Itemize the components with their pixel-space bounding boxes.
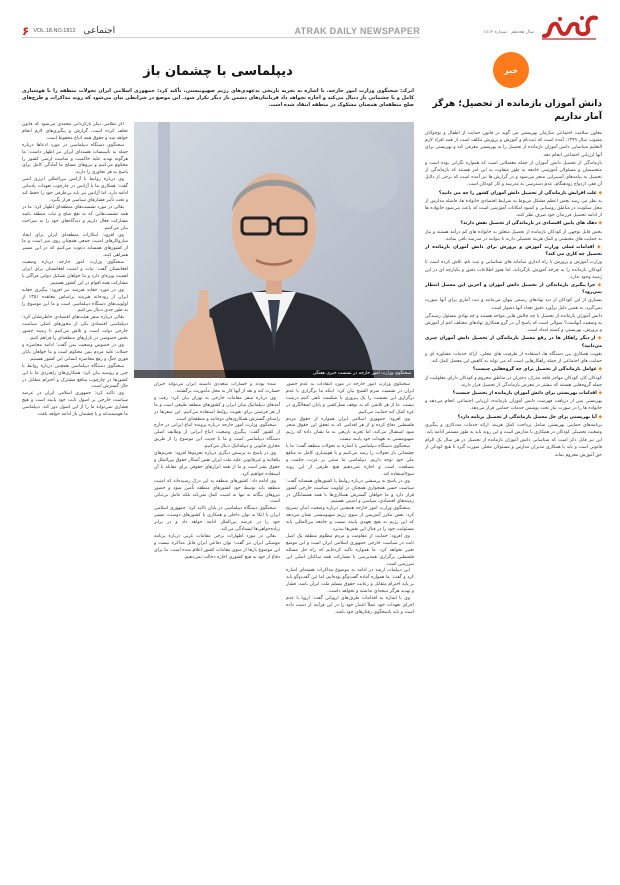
article-paragraph: بقائی در مورد نشست‌های منطقه‌ای اظهار کرد: ما در همه نشست‌هایی که به نفع صلح و ثبات منطقه باشد مشارکت فعال داریم و دیدگاه‌های خود را به صراحت بیان می‌کنیم. bbox=[22, 204, 128, 231]
article-paragraph: سخنگوی دستگاه دیپلماسی در مورد ادعاها درباره حمله به تأسیسات هسته‌ای ایران نیز اظهار داشت: ما هرگونه تهدید علیه حاکمیت و تمامیت ارضی کشور را محکوم می‌کنیم و نیروهای مسلح ما آمادگی کامل برای پاسخ به هر تجاوزی را دارند. bbox=[22, 142, 128, 176]
article-paragraph: وی با اشاره به اقدامات طرف‌های اروپایی گفت: اروپا با عدم اجرای تعهدات خود عملاً اعتبار خود را در این فرآیند از دست داده است و باید پاسخگوی رفتارهای خود باشد. bbox=[286, 596, 414, 615]
sidebar-body bbox=[425, 130, 602, 872]
sidebar-paragraph: بازماندگی از تحصیل دانش آموزان از جمله معضلاتی است که همواره نگرانی بوده است و متخصصان و مسئولان آموزشی جامعه به طور متفاوت به این امر هستند که بازماندگی از تحصیل به پیامدهای آسیبزایی منجر می‌شود و در گزارش ها نیز آمده است که برخی از دلایل آن فقر، ازدواج زودهنگام، عدم دسترسی به مدرسه و کار کودکان است. bbox=[425, 160, 602, 188]
article-paragraph: وی در خصوص وضعیت یمن گفت: ادامه محاصره و حملات علیه مردم یمن محکوم است و ما خواهان پایان فوری جنگ و رفع محاصره انسانی این کشور هستیم. bbox=[22, 343, 128, 362]
sidebar-news bbox=[421, 50, 604, 875]
article-paragraph: وی درباره روابط با آژانس بین‌المللی انرژی اتمی گفت: همکاری ما با آژانس در چارچوب تعهدات پادمانی ادامه دارد، اما آژانس نیز باید بی‌طرفی خود را حفظ کند و تحت تأثیر فشارهای سیاسی قرار نگیرد. bbox=[22, 177, 128, 203]
sidebar-answer: بسیاری از این کودکان از دید نهادهای رسمی پنهان می‌مانند و ثبت آماری برای آنها صورت نمی‌گیرد، به همین دلیل برآورد دقیق تعداد آنها دشوار است. bbox=[425, 298, 602, 311]
sidebar-question: ◆ علت افزایش بازماندگی از تحصیل دانش آموزان کشور را چه می دانید؟ bbox=[425, 190, 602, 197]
issue-line: سال هجدهم . شماره ۱۸۱۲ bbox=[483, 30, 534, 35]
news-badge bbox=[493, 52, 529, 88]
sidebar-paragraph: این نیز قابل ذکر است که شناسایی دانش آموزان بازمانده از تحصیل در هر سال یک الزام قانونی است و باید با همکاری مدیران مدارس و مسئولان محلی صورت گیرد تا هیچ کودکی از حق آموزش محروم نماند. bbox=[425, 438, 602, 458]
article-lead: اترک: سخنگوی وزارت امور خارجه، با اشاره به تجربه تاریخی بدعهدی‌های رژیم صهیونیستی، تأکید کرد: جمهوری اسلامی ایران تحولات منطقه را با هوشیاری کامل و با چشمانی باز دنبال می‌کند و اجازه نخواهد داد قربانیان‌های دشمن بار دیگر تکرار شود. این موضع در شرایطی بیان می‌شود که روند مذاکرات و طرح‌های صلح منطقه‌ای همچنان مشکوک در منطقه انتقاد شده است. bbox=[22, 88, 414, 108]
sidebar-answer: بهزیستی پس از دریافت فهرست دانش آموزان بازمانده، ارزیابی اجتماعی انجام می‌دهد و خانواده ها را در صورت نیاز تحت پوشش خدمات حمایتی قرار می‌دهد. bbox=[425, 399, 602, 412]
sidebar-paragraph: معاون سلامت اجتماعی سازمان بهزیستی می گوید در قانون حمایت از اطفال و نوجوانان مصوب سال ۱۳۹۹، آمده است که ثبت‌نام و آموزش و پرورش مکلف است از همه افراد لازم التعلیم شناسایی دانش آموزان بازمانده از تحصیل را به بهزیستی معرفی کند و بهزیستی برای آنها ارزیابی اجتماعی انجام دهد. bbox=[425, 131, 602, 158]
article-paragraph: وی افزود: ابتکارات منطقه‌ای ایران برای ایجاد سازوکارهای امنیت جمعی همچنان روی میز است و ما از کشورهای همسایه دعوت می‌کنیم که در این مسیر همراهی کنند. bbox=[22, 232, 128, 259]
sidebar-paragraph: دانش آموزان بازمانده از تحصیل با چه چالش هایی مواجه هستند و چه نهادی مسئول رسیدگی به وضعیت آنهاست؟ سوالی است که پاسخ آن در گرو همکاری نهادهای مختلف اعم از آموزش و پرورش، بهزیستی و کمیته امداد است. bbox=[425, 313, 602, 334]
article-paragraph: سخنگوی دستگاه دیپلماسی همچنین درباره روابط با چین و روسیه بیان کرد: همکاری‌های راهبردی ما با این کشورها در چارچوب منافع مشترک و احترام متقابل در حال گسترش است. bbox=[22, 363, 128, 390]
article-paragraph: شده بودند و خسارات متعددی داشتند ایران می‌تواند جبران خسارت کند و بعد از آنها کار به محل مأموریت برگشتند. bbox=[154, 382, 280, 394]
article-paragraph: وی در پاسخ به پرسشی درباره روابط با کشورهای همسایه گفت: سیاست حسن همجواری همچنان در اولویت سیاست خارجی کشور قرار دارد و ما خواهان گسترش همکاری‌ها با همه همسایگان در زمینه‌های اقتصادی، سیاسی و امنیتی هستیم. bbox=[286, 478, 414, 505]
section-name: اجتماعی bbox=[83, 25, 116, 36]
article-paragraph: این دیپلمات ارشد در ادامه به موضوع مذاکرات هسته‌ای اشاره کرد و گفت: ما همواره آماده گفت‌وگو بوده‌ایم، اما این گفت‌وگو باید بر پایه احترام متقابل و رعایت حقوق مسلم ملت ایران باشد. فشار و تهدید هرگز نتیجه‌ای نداشته و نخواهد داشت. bbox=[286, 568, 414, 595]
article-paragraph: بقائی درباره سفر هیئت‌های اقتصادی خاطرنشان کرد: دیپلماسی اقتصادی یکی از محورهای اصلی سیاست خارجی دولت است و تلاش می‌کنیم تا زمینه حضور بخش خصوصی در بازارهای منطقه‌ای را فراهم کنیم. bbox=[22, 315, 128, 342]
page-number: ۶ bbox=[22, 23, 30, 38]
article-paragraph: وی ادامه داد: کشورهای منطقه به این درک رسیده‌اند که امنیت منطقه باید توسط خود کشورهای منطقه تأمین شود و حضور نیروهای بیگانه نه تنها به امنیت کمک نمی‌کند بلکه عامل بی‌ثباتی است. bbox=[154, 478, 280, 505]
article-paragraph: وی افزود: حمایت از مقاومت و مردم مظلوم منطقه یک اصل ثابت در سیاست خارجی جمهوری اسلامی ایران است و این موضع تغییر نخواهد کرد. ما همواره تاکید کرده‌ایم که راه حل مسئله فلسطین برگزاری همه‌پرسی با مشارکت همه ساکنان اصلی این سرزمین است. bbox=[286, 533, 414, 567]
article-paragraph: وی تاکید کرد: جمهوری اسلامی ایران در عرصه سیاست خارجی بر اصول ثابت خود پایبند است و هیچ فشاری نمی‌تواند ما را از این اصول دور کند. دیپلماسی ما هوشمندانه و با چشمان باز ادامه خواهد یافت. bbox=[22, 391, 128, 418]
article-paragraph: سخنگوی وزارت امور خارجه در مورد انتقادات به عدم حضور ایران در نشست شرم الشیخ بیان کرد: اینکه ما برگزاری یا عدم برگزاری این نشست را یک پیروزی یا شکست تلقی کنیم درست نیست. ما از هر تلاشی که به توقف نسل‌کشی و پایان اشغالگری در غزه کمک کند حمایت می‌کنیم. bbox=[286, 382, 414, 415]
spokesperson-photo bbox=[134, 122, 414, 378]
article-paragraph: سخنگوی دستگاه دیپلماسی در پایان تاکید کرد: جمهوری اسلامی ایران با اتکا به توان داخلی و همکاری با کشورهای دوست، مسیر خود را در عرصه بین‌الملل ادامه خواهد داد و در برابر زیاده‌خواهی‌ها ایستادگی می‌کند. bbox=[154, 506, 280, 533]
article-paragraph: وی در پاسخ به پرسش دیگری درباره تحریم‌ها افزود: تحریم‌های یکجانبه و غیرقانونی علیه ملت ایران نقض آشکار حقوق بین‌الملل و حقوق بشر است و ما از همه ابزارهای حقوقی برای مقابله با آن استفاده خواهیم کرد. bbox=[154, 451, 280, 477]
article-headline: دیپلماسی با چشمان باز bbox=[143, 64, 293, 79]
sidebar-question: ◆ از دیگر راهکار ها در رفع معضل بازماندگی از تحصیل دانش آموزان چیزی می‌دانید؟ bbox=[425, 335, 602, 349]
paper-name-en: ATRAK DAILY NEWSPAPER bbox=[294, 25, 420, 36]
sidebar-answer: به نظر می رسد بخش اعظم مشکل مربوط به شرایط اقتصادی خانواده ها، فاصله مدارس از محل سکونت در مناطق روستایی و کمبود امکانات آموزشی است که باعث می‌شود خانواده ها از ادامه تحصیل فرزندان خود صرف نظر کنند. bbox=[425, 198, 602, 219]
volume-number: VOL.18.NO.1812 bbox=[33, 27, 76, 34]
sidebar-headline: دانش آموزان بازمانده از تحصیل؛ هرگز آمار نداریم bbox=[432, 99, 602, 122]
masthead-bar bbox=[22, 24, 420, 38]
article-paragraph: بقائی در مورد اظهارات برخی مقامات غربی درباره برنامه موشکی ایران نیز گفت: توان دفاعی ایران قابل مذاکره نیست و این موضوع بارها از سوی مقامات کشور اعلام شده است. ما برای دفاع از خود به هیچ کشوری اجازه دخالت نمی‌دهیم. bbox=[154, 533, 280, 560]
article-paragraph: سخنگوی دستگاه دیپلماسی با اشاره به تحولات منطقه گفت: ما با چشمانی باز تحولات را رصد می‌کنیم و با هوشیاری کامل به منافع ملی خود توجه داریم. دیپلماسی ما مبتنی بر عزت، حکمت و مصلحت است و اجازه نمی‌دهیم هیچ طرفی از این روند سوءاستفاده کند. bbox=[286, 444, 414, 477]
sidebar-question: ◆ عوامل بازماندگی از تحصیل برای چه گروه‌هایی چیست؟ bbox=[425, 366, 602, 373]
sidebar-answer: بخش قابل توجهی از کودکان بازمانده از تحصیل متعلق به خانواده های کم درآمد هستند و نیاز به حمایت های معیشتی و کمک هزینه تحصیلی دارند تا بتوانند در مدرسه باقی بمانند. bbox=[425, 229, 602, 242]
sidebar-question: ◆ دهک های پایین اقتصادی در بازماندگی از تحصیل نقش دارند؟ bbox=[425, 220, 602, 227]
sidebar-answer: وزارت آموزش و پرورش با راه اندازی سامانه های شناسایی و ثبت نام، تلاش کرده است تا کودکان بازمانده را به چرخه آموزش بازگرداند، اما هنوز اطلاعات دقیق و یکپارچه ای در این زمینه وجود ندارد. bbox=[425, 260, 602, 280]
main-article bbox=[22, 50, 414, 875]
sidebar-question: ◆ آیا بهزیستی برای حل معضل بازماندگی از تحصیل برنامه دارد؟ bbox=[425, 414, 602, 421]
article-paragraph: اگر نظامی دیگر بازگردانی محمدی می‌شود که قانون تخلف کرده است، گزارش و پیگیری‌های لازم انجام خواهد شد و حقوق همه اتباع محفوظ است. bbox=[22, 122, 128, 141]
atrak-logo-icon bbox=[538, 12, 600, 42]
spokesperson-photo-icon bbox=[134, 122, 414, 378]
masthead bbox=[0, 0, 620, 46]
sidebar-answer: تقویت همکاری بین دستگاه ها، استفاده از ظرفیت های محلی، ارائه خدمات مشاوره ای و حمایت های اجتماعی از جمله راهکارهایی است که می تواند به کاهش این معضل کمک کند. bbox=[425, 351, 602, 365]
article-paragraph: سخنگوی وزارت امور خارجه درباره وضعیت افغانستان گفت: ثبات و امنیت افغانستان برای ایران اهمیت ویژه‌ای دارد و ما خواهان تشکیل دولتی فراگیر با مشارکت همه اقوام در این کشور هستیم. bbox=[22, 260, 128, 286]
sidebar-question: ◆ اقدامات بهزیستی برای دانش آموزان بازمانده از تحصیل چیست؟ bbox=[425, 390, 602, 397]
news-badge-label: خبر bbox=[503, 65, 518, 75]
sidebar-question: ◆ اقدامات عملی وزارت آموزش و پرورش برای دانش آموزان بازمانده از تحصیل چه کاری می کند؟ bbox=[425, 244, 602, 258]
article-column-2 bbox=[154, 382, 280, 875]
article-column-1 bbox=[286, 382, 414, 875]
sidebar-answer: برنامه‌های حمایتی بهزیستی شامل پرداخت کمک هزینه، ارائه خدمات مددکاری و پیگیری وضعیت تحصیلی کودکان در همکاری با مدارس است و این روند باید به طور مستمر ادامه یابد. bbox=[425, 422, 602, 435]
article-column-3 bbox=[22, 122, 128, 875]
article-paragraph: وی افزود: جمهوری اسلامی ایران همواره از حقوق مردم فلسطین دفاع کرده و از هر اقدامی که به تحقق این حقوق منجر شود استقبال می‌کند، اما تجربه تاریخی به ما نشان داده که رژیم صهیونیستی به تعهدات خود پایبند نیست. bbox=[286, 416, 414, 443]
photo-caption: سخنگوی وزارت امور خارجه در نشست خبری هفتگی bbox=[134, 370, 414, 378]
article-paragraph: وی درباره سفر مقامات خارجی به تهران بیان کرد: رفت و آمدهای دیپلماتیک میان ایران و کشورهای منطقه طبیعی است و ما از هر فرصتی برای تقویت روابط استفاده می‌کنیم. این سفرها در راستای گسترش همکاری‌های دوجانبه و منطقه‌ای است. bbox=[154, 395, 280, 422]
article-paragraph: وی در مورد حقابه هیرمند نیز افزود: پیگیری حقابه ایران از رودخانه هیرمند براساس معاهده ۱۳۵۱ از اولویت‌های دستگاه دیپلماسی است و ما این موضوع را به طور جدی دنبال می‌کنیم. bbox=[22, 287, 128, 314]
article-paragraph: سخنگوی وزارت امور خارجه همچنین درباره وضعیت لبنان تصریح کرد: نقض مکرر آتش‌بس از سوی رژیم صهیونیستی نشان می‌دهد که این رژیم به هیچ تعهدی پایبند نیست و جامعه بین‌المللی باید مسئولیت خود را در قبال این نقض‌ها بپذیرد. bbox=[286, 506, 414, 533]
masthead-brand bbox=[440, 12, 600, 44]
article-paragraph: سخنگوی وزارت امور خارجه درباره پرونده اتباع ایرانی در خارج از کشور گفت: پیگیری وضعیت اتباع ایرانی از وظایف اصلی دستگاه دیپلماسی است و ما با جدیت این موضوع را از طریق مجاری قانونی و دیپلماتیک دنبال می‌کنیم. bbox=[154, 423, 280, 450]
sidebar-question: ◆ چرا پیگیری بازماندگی از تحصیل دانش آموزان و آخرین این معضل انتظار نمی‌رود؟ bbox=[425, 282, 602, 296]
sidebar-answer: کودکان کار، کودکان مهاجر فاقد مدرک، دختران در مناطق محروم و کودکان دارای معلولیت از جمله گروه‌هایی هستند که بیشتر در معرض بازماندگی از تحصیل قرار دارند. bbox=[425, 375, 602, 388]
